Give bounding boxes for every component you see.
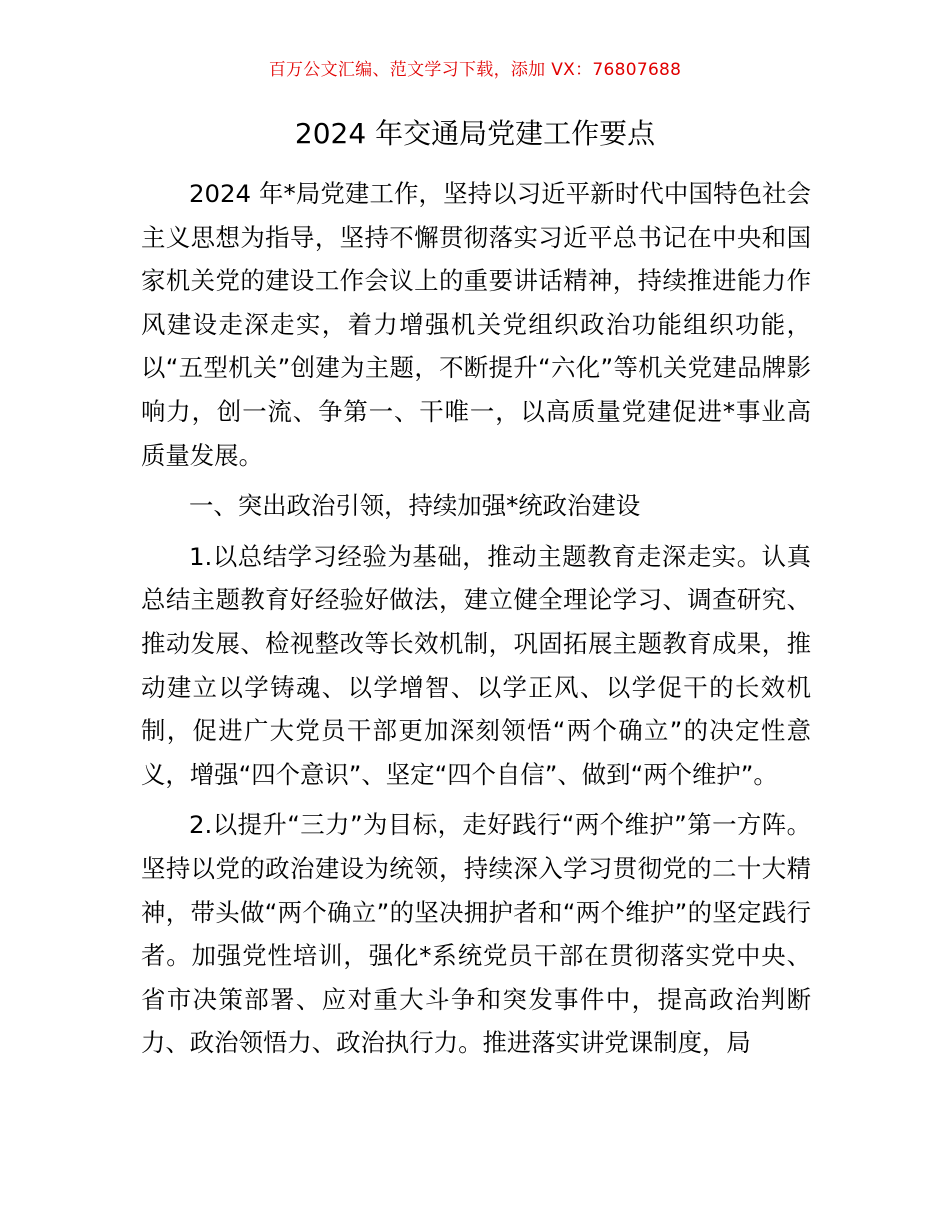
paragraph-intro: 2024 年*局党建工作，坚持以习近平新时代中国特色社会主义思想为指导，坚持不懈贯彻落实习近平总书记在中央和国家机关党的建设工作会议上的重要讲话精神，持续推进能力作风建设走深走实，着力增强机关党组织政治功能组织功能，以“五型机关”创建为主题，不断提升“六化”等机关党建品牌影响力，创一流、争第一、干唯一，以高质量党建促进*事业高质量发展。 <box>141 179 811 470</box>
paragraph-item-2: 2.以提升“三力”为目标，走好践行“两个维护”第一方阵。坚持以党的政治建设为统领，持续深入学习贯彻党的二十大精神，带头做“两个确立”的坚决拥护者和“两个维护”的坚定践行者。加强党性培训，强化*系统党员干部在贯彻落实党中央、省市决策部署、应对重大斗争和突发事件中，提高政治判断力、政治领悟力、政治执行力。推进落实讲党课制度，局 <box>141 810 811 1058</box>
paragraph-item-1: 1.以总结学习经验为基础，推动主题教育走深走实。认真总结主题教育好经验好做法，建立健全理论学习、调查研究、推动发展、检视整改等长效机制，巩固拓展主题教育成果，推动建立以学铸魂、以学增智、以学正风、以学促干的长效机制，促进广大党员干部更加深刻领悟“两个确立”的决定性意义，增强“四个意识”、坚定“四个自信”、做到“两个维护”。 <box>141 541 811 789</box>
section-heading-1: 一、突出政治引领，持续加强*统政治建设 <box>189 491 641 521</box>
watermark-banner: 百万公文汇编、范文学习下载，添加 VX：76807688 <box>268 60 682 80</box>
document-body <box>141 172 811 1065</box>
document-title: 2024 年交通局党建工作要点 <box>294 117 656 150</box>
